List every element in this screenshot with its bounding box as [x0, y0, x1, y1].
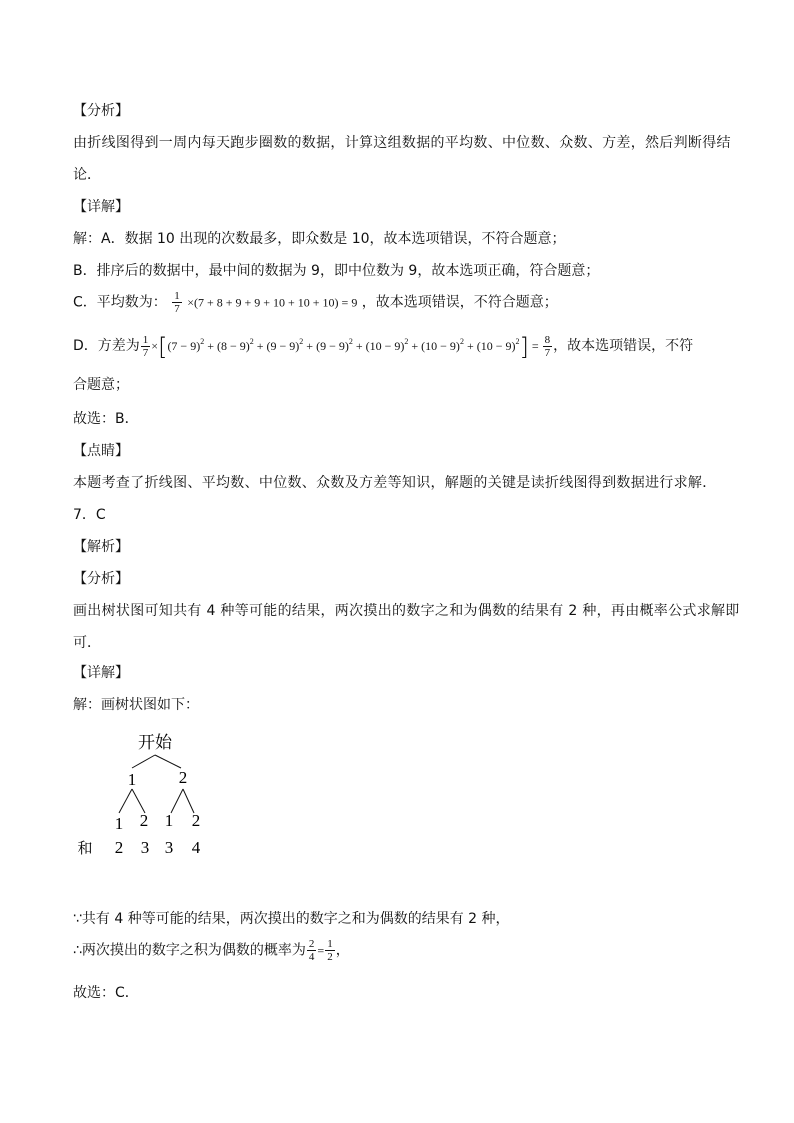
tree-root: 开始	[138, 733, 172, 752]
analysis-heading-1: 【分析】	[73, 103, 129, 119]
comment-heading: 【点睛】	[73, 443, 129, 459]
comment-text: 本题考查了折线图、平均数、中位数、众数及方差等知识，解题的关键是读折线图得到数据进行求解．	[73, 475, 717, 491]
analysis-text-line-1: 由折线图得到一周内每天跑步圈数的数据，计算这组数据的平均数、中位数、众数、方差，然后判断得结	[73, 135, 731, 151]
tree-node-1: 1	[127, 770, 137, 789]
sum-3: 3	[164, 838, 174, 857]
variance-term: (10 − 9)	[476, 339, 516, 353]
option-c-prefix: C．平均数为：	[73, 294, 167, 311]
variance-exponent: 2	[348, 337, 353, 346]
conclusion-2: 故选：C．	[73, 985, 139, 1001]
probability-fraction-1	[307, 938, 317, 963]
option-d-result-den: 7	[544, 346, 551, 359]
option-d-line	[73, 333, 693, 359]
variance-exponent: 2	[249, 337, 254, 346]
option-c-line	[73, 290, 558, 315]
therefore-prefix: ∴两次摸出的数字之积为偶数的概率为	[73, 942, 306, 959]
conclusion-1: 故选：B．	[73, 411, 139, 427]
option-d-frac-num: 1	[142, 333, 149, 346]
tree-leaf-2-2: 2	[191, 811, 201, 830]
probability-fraction-2	[325, 938, 335, 963]
option-d-terms	[167, 339, 519, 353]
option-a-text: 解：A．数据 10 出现的次数最多，即众数是 10，故本选项错误，不符合题意；	[73, 231, 566, 247]
prob-equals: =	[317, 943, 325, 958]
variance-plus: +	[352, 339, 366, 353]
option-d-right-bracket: ]	[519, 333, 529, 361]
tree-leaf-1-1: 1	[114, 814, 124, 833]
option-d-suffix: ，故本选项错误，不符	[553, 338, 694, 354]
branch-root-left	[132, 755, 155, 768]
variance-exponent: 2	[515, 337, 520, 346]
variance-term: (10 − 9)	[421, 339, 460, 353]
branch-2-left	[171, 789, 183, 813]
variance-exponent: 2	[200, 337, 205, 346]
variance-plus: +	[253, 339, 267, 353]
because-statement: ∵共有 4 种等可能的结果，两次摸出的数字之和为偶数的结果有 2 种，	[73, 911, 510, 927]
branch-2-right	[183, 789, 194, 813]
prob-den-2: 2	[327, 951, 333, 963]
option-c-suffix: ，故本选项错误，不符合题意；	[361, 294, 558, 311]
analysis-heading-2: 【分析】	[73, 571, 129, 587]
variance-term: (10 − 9)	[365, 339, 405, 353]
option-c-expression: ×(7 + 8 + 9 + 9 + 10 + 10 + 10) = 9	[187, 295, 358, 310]
variance-exponent: 2	[299, 337, 304, 346]
option-d-fraction	[141, 334, 151, 359]
prob-num-2: 1	[327, 938, 333, 950]
variance-plus: +	[408, 339, 422, 353]
therefore-suffix: ，	[335, 942, 350, 959]
detail-heading-2: 【详解】	[73, 665, 129, 681]
analysis-text-line-2: 论．	[73, 167, 101, 183]
option-d-prefix: D．方差为	[73, 338, 140, 354]
option-c-frac-den: 7	[174, 303, 180, 315]
option-c-frac-num: 1	[174, 290, 180, 302]
detail-heading-1: 【详解】	[73, 199, 129, 215]
branch-1-right	[132, 789, 145, 813]
option-d-left-bracket: [	[158, 333, 168, 361]
variance-term: (9 − 9)	[316, 339, 349, 353]
tree-intro: 解：画树状图如下：	[73, 697, 199, 713]
variance-term: (7 − 9)	[167, 339, 201, 353]
question-7-answer: 7．C	[73, 507, 106, 523]
tree-leaf-1-2: 2	[139, 811, 149, 830]
sum-2: 3	[140, 838, 150, 857]
variance-plus: +	[204, 339, 217, 353]
option-d-result	[543, 334, 553, 359]
variance-plus: +	[463, 339, 477, 353]
option-d-result-num: 8	[544, 333, 551, 346]
option-d-equals: =	[528, 339, 542, 353]
option-c-fraction	[172, 290, 182, 315]
variance-exponent: 2	[404, 337, 409, 346]
tree-node-2: 2	[178, 768, 188, 787]
prob-num-1: 2	[308, 938, 315, 950]
tree-diagram	[60, 725, 230, 865]
variance-plus: +	[303, 339, 317, 353]
option-d-times: ×	[151, 339, 159, 353]
branch-1-left	[119, 789, 132, 813]
sum-label: 和	[77, 841, 93, 857]
option-b-text: B．排序后的数据中，最中间的数据为 9，即中位数为 9，故本选项正确，符合题意；	[73, 263, 600, 279]
option-d-continuation: 合题意；	[73, 377, 129, 393]
variance-exponent: 2	[459, 337, 464, 346]
branch-root-right	[155, 755, 181, 768]
variance-term: (8 − 9)	[216, 339, 250, 353]
prob-den-1: 4	[308, 951, 315, 963]
explain-heading-2: 【解析】	[73, 539, 129, 555]
sum-1: 2	[114, 838, 124, 857]
analysis-2-line-1: 画出树状图可知共有 4 种等可能的结果，两次摸出的数字之和为偶数的结果有 2 种，再由概率公式求解即	[73, 603, 740, 619]
option-d-frac-den: 7	[142, 346, 149, 359]
sum-4: 4	[191, 838, 201, 857]
analysis-2-line-2: 可．	[73, 635, 101, 651]
variance-term: (9 − 9)	[266, 339, 300, 353]
tree-leaf-2-1: 1	[164, 811, 174, 830]
therefore-statement	[73, 938, 350, 963]
